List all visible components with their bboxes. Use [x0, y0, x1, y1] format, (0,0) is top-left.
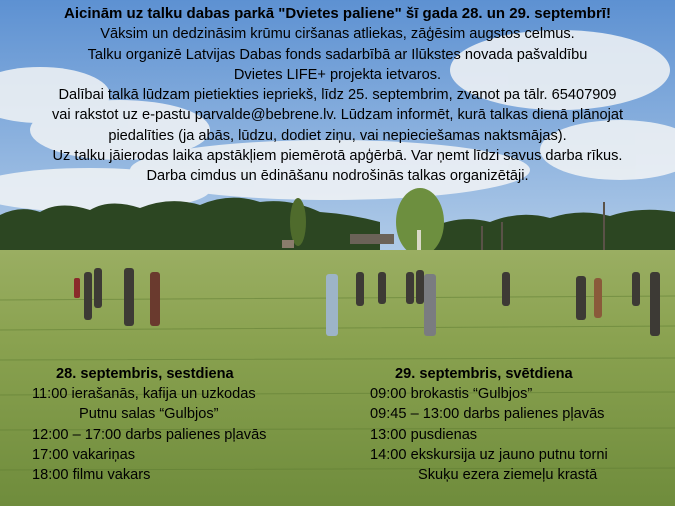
schedule-item: 17:00 vakariņas — [32, 446, 136, 463]
intro-line: Talku organizē Latvijas Dabas fonds sadarbībā ar Ilūkstes novada pašvaldību — [87, 46, 588, 63]
day-title: 28. septembris, sestdiena — [56, 366, 234, 382]
schedule-item: 12:00 – 17:00 darbs palienes pļavās — [32, 426, 267, 443]
headline: Aicinām uz talku dabas parkā "Dvietes paliene" šī gada 28. un 29. septembrī! — [64, 5, 611, 22]
intro-line: Dalībai talkā lūdzam pietiekties iepriekš, līdz 25. septembrim, zvanot pa tālr. 65407909 — [58, 87, 617, 104]
schedule-item: 13:00 pusdienas — [370, 426, 478, 443]
schedule-item: 11:00 ierašanās, kafija un uzkodas — [32, 386, 256, 403]
schedule-item: 09:45 – 13:00 darbs palienes pļavās — [370, 406, 605, 423]
intro-text — [0, 4, 675, 187]
schedule-item: Putnu salas “Gulbjos” — [79, 406, 219, 423]
intro-line: piedalīties (ja abās, lūdzu, dodiet ziņu, vai nepieciešamas naktsmājas). — [108, 127, 567, 144]
schedule-item: 09:00 brokastis “Gulbjos” — [370, 386, 533, 403]
schedule-item: Skuķu ezera ziemeļu krastā — [418, 467, 598, 484]
intro-line: Uz talku jāierodas laika apstākļiem piemērotā apģērbā. Var ņemt līdzi savus darba rīkus. — [52, 148, 623, 165]
schedule-item: 18:00 filmu vakars — [32, 467, 151, 484]
intro-line: Dvietes LIFE+ projekta ietvaros. — [233, 66, 442, 83]
intro-line: vai rakstot uz e-pastu parvalde@bebrene.lv. Lūdzam informēt, kurā talkas dienā plānojat — [51, 107, 624, 124]
schedule-day-1 — [32, 364, 332, 485]
day-title: 29. septembris, svētdiena — [395, 366, 573, 382]
intro-line: Vāksim un dedzināsim krūmu ciršanas atliekas, zāģēsim augstos celmus. — [100, 26, 575, 43]
schedule-day-2 — [370, 364, 670, 485]
schedule-item: 14:00 ekskursija uz jauno putnu torni — [370, 446, 608, 463]
intro-line: Darba cimdus un ēdināšanu nodrošinās talkas organizētāji. — [146, 168, 529, 185]
